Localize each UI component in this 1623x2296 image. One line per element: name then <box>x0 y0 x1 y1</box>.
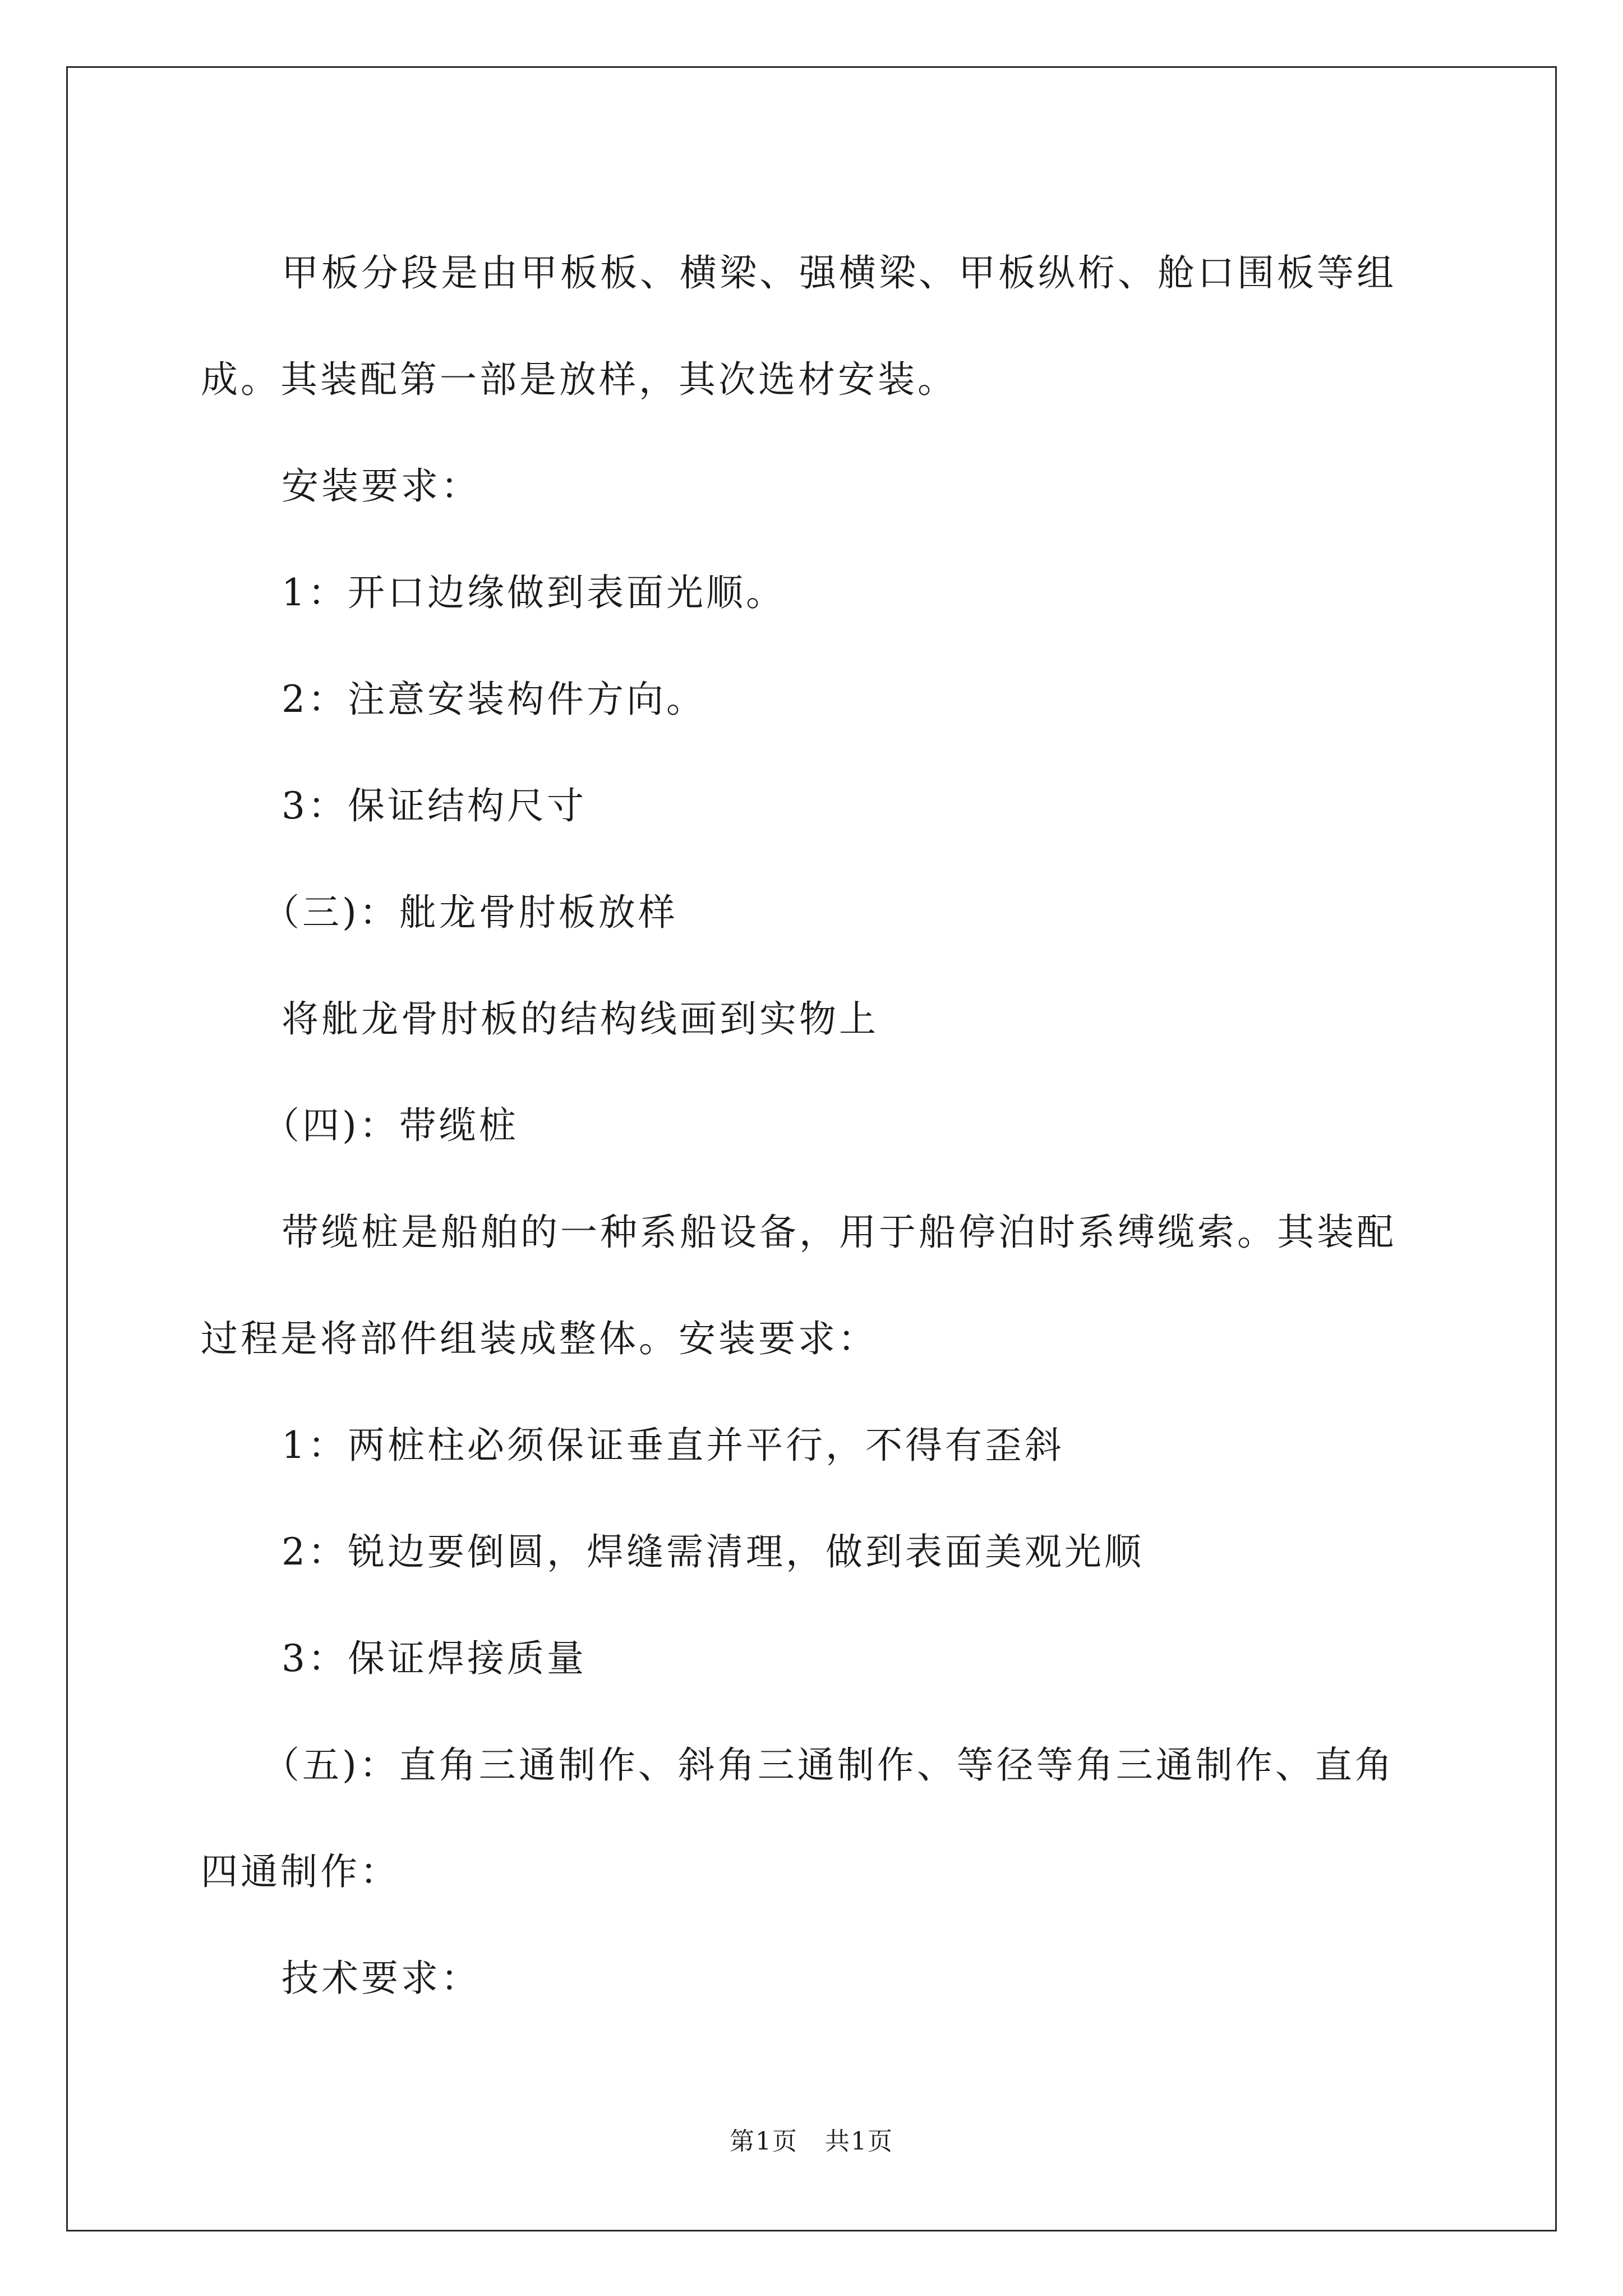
list-item: 3：保证结构尺寸 <box>282 784 587 827</box>
page-footer <box>0 2125 1623 2159</box>
paragraph: 成。其装配第一部是放样，其次选材安装。 <box>201 358 957 401</box>
list-item: 2：注意安装构件方向。 <box>282 678 706 721</box>
page-number: 第1页 <box>730 2127 799 2156</box>
list-item: 1：开口边缘做到表面光顺。 <box>282 571 786 614</box>
paragraph: 甲板分段是由甲板板、横梁、强横梁、甲板纵桁、舱口围板等组 <box>282 251 1396 295</box>
footer-spacer <box>798 2127 825 2156</box>
paragraph: 将舭龙骨肘板的结构线画到实物上 <box>282 997 879 1041</box>
section-heading: （五)：直角三通制作、斜角三通制作、等径等角三通制作、直角 <box>262 1743 1395 1787</box>
paragraph: 带缆桩是船舶的一种系船设备，用于船停泊时系缚缆索。其装配 <box>282 1211 1396 1254</box>
paragraph: 四通制作： <box>201 1850 400 1893</box>
section-heading: （三)：舭龙骨肘板放样 <box>262 891 678 934</box>
page-total: 共1页 <box>824 2127 893 2156</box>
paragraph: 过程是将部件组装成整体。安装要求： <box>201 1317 878 1360</box>
section-heading: 安装要求： <box>282 464 481 508</box>
section-heading: （四)：带缆桩 <box>262 1104 519 1147</box>
section-heading: 技术要求： <box>282 1957 481 2000</box>
document-body <box>201 220 1429 2032</box>
list-item: 3：保证焊接质量 <box>282 1637 587 1680</box>
list-item: 2：锐边要倒圆，焊缝需清理，做到表面美观光顺 <box>282 1530 1144 1573</box>
list-item: 1：两桩柱必须保证垂直并平行，不得有歪斜 <box>282 1424 1064 1467</box>
